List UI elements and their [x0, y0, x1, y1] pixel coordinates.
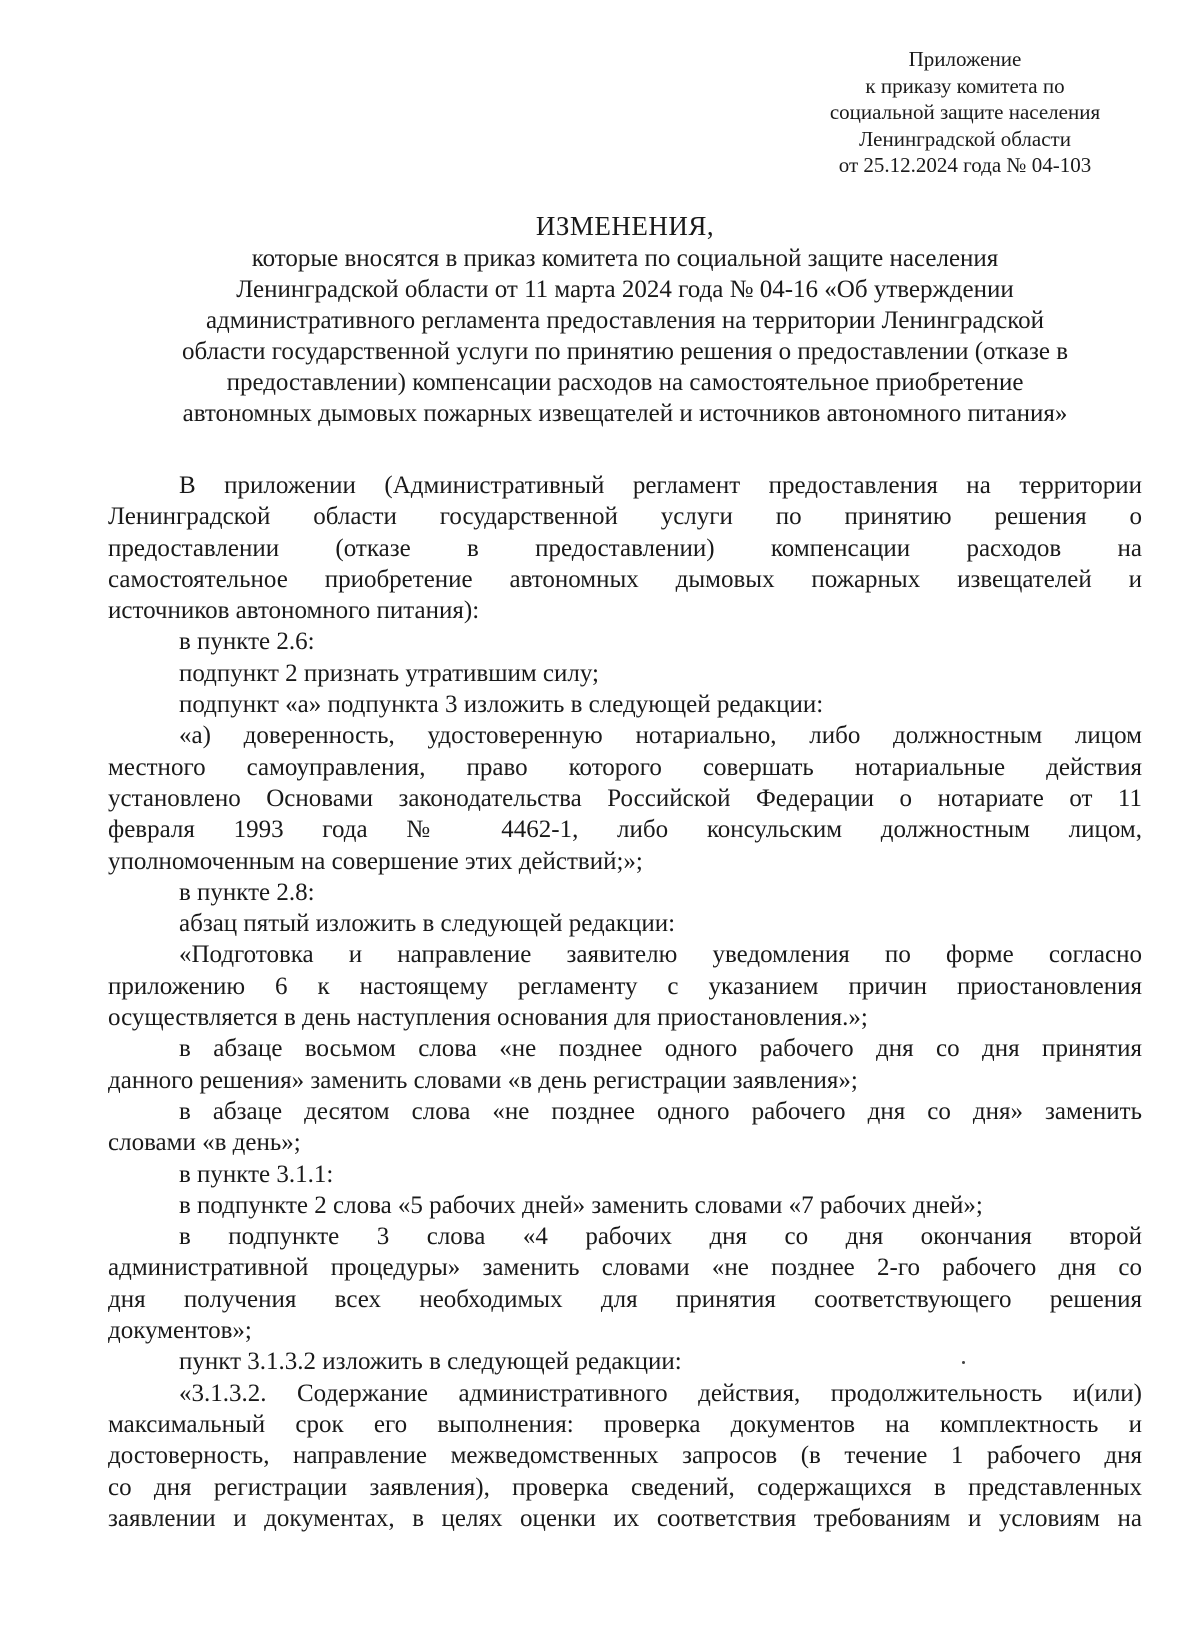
appendix-line: к приказу комитета по [865, 73, 1065, 98]
body-line: в абзаце десятом слова «не позднее одного рабочего дня со дня» заменить [179, 1097, 1142, 1125]
title-line: которые вносятся в приказ комитета по социальной защите населения [251, 245, 999, 272]
body-line: самостоятельное приобретение автономных дымовых пожарных извещателей и [108, 565, 1142, 593]
body-line: в подпункте 2 слова «5 рабочих дней» заменить словами «7 рабочих дней»; [179, 1191, 983, 1219]
body-line: «а) доверенность, удостоверенную нотариально, либо должностным лицом [179, 722, 1142, 750]
body-line: уполномоченным на совершение этих действий;»; [108, 847, 643, 875]
body-line: заявлении и документах, в целях оценки их соответствия требованиям и условиям на [108, 1504, 1142, 1532]
body-line: со дня регистрации заявления), проверка сведений, содержащихся в представленных [108, 1473, 1142, 1501]
body-line: установлено Основами законодательства Российской Федерации о нотариате от 11 [108, 784, 1142, 812]
body-paragraph [108, 689, 1142, 720]
body-line: В приложении (Административный регламент предоставления на территории [179, 472, 1142, 499]
body-line: абзац пятый изложить в следующей редакции: [179, 910, 676, 938]
body-line: словами «в день»; [108, 1129, 301, 1157]
appendix-line: Ленинградской области [859, 126, 1071, 151]
body-line: достоверность, направление межведомственных запросов (в течение 1 рабочего дня [108, 1442, 1142, 1470]
body-line: предоставлении (отказе в предоставлении) компенсации расходов на [108, 534, 1142, 562]
body-line: подпункт 2 признать утратившим силу; [179, 659, 599, 687]
title-line: предоставлении) компенсации расходов на самостоятельное приобретение [226, 369, 1024, 396]
title-line: области государственной услуги по принятию решения о предоставлении (отказе в [181, 338, 1069, 365]
title-line: автономных дымовых пожарных извещателей и источников автономного питания» [182, 400, 1068, 427]
body-line: в пункте 3.1.1: [179, 1160, 334, 1188]
body-line: документов»; [108, 1317, 252, 1345]
body-paragraph [108, 1221, 1142, 1346]
appendix-line: Приложение [908, 47, 1022, 71]
body-line: максимальный срок его выполнения: проверка документов на комплектность и [108, 1410, 1142, 1438]
body-paragraph [108, 720, 1142, 876]
body-paragraph [108, 939, 1142, 1033]
body-paragraph [108, 1378, 1142, 1534]
body-paragraph [108, 1190, 1142, 1221]
body-paragraph [108, 470, 1142, 626]
appendix-line: социальной защите населения [829, 100, 1101, 125]
document-body [108, 470, 1142, 1534]
body-line: дня получения всех необходимых для принятия соответствующего решения [108, 1285, 1142, 1313]
body-line: осуществляется в день наступления основания для приостановления.»; [108, 1004, 868, 1032]
scan-speck [962, 1361, 965, 1364]
body-line: в пункте 2.6: [179, 628, 315, 656]
document-title [100, 209, 1150, 429]
body-line: административной процедуры» заменить словами «не позднее 2-го рабочего дня со [108, 1254, 1142, 1282]
body-paragraph [108, 1159, 1142, 1190]
body-paragraph [108, 877, 1142, 908]
body-line: «3.1.3.2. Содержание административного действия, продолжительность и(или) [179, 1379, 1142, 1407]
body-paragraph [108, 1033, 1142, 1096]
body-paragraph [108, 1096, 1142, 1159]
body-line: местного самоуправления, право которого совершать нотариальные действия [108, 753, 1142, 781]
body-paragraph [108, 626, 1142, 657]
body-paragraph [108, 908, 1142, 939]
body-paragraph [108, 1346, 1142, 1377]
body-paragraph [108, 658, 1142, 689]
body-line: источников автономного питания): [108, 597, 480, 625]
body-line: февраля 1993 года № 4462-1, либо консульским должностным лицом, [108, 816, 1142, 844]
title-line: административного регламента предоставления на территории Ленинградской [205, 307, 1045, 334]
title-line: Ленинградской области от 11 марта 2024 года № 04-16 «Об утверждении [236, 276, 1014, 303]
body-line: в подпункте 3 слова «4 рабочих дня со дня окончания второй [179, 1223, 1142, 1251]
appendix-line: от 25.12.2024 года № 04-103 [838, 153, 1092, 178]
body-line: пункт 3.1.3.2 изложить в следующей редакции: [179, 1348, 682, 1376]
body-line: в пункте 2.8: [179, 878, 315, 906]
body-line: приложению 6 к настоящему регламенту с указанием причин приостановления [108, 972, 1142, 1000]
body-line: данного решения» заменить словами «в день регистрации заявления»; [108, 1066, 858, 1094]
body-line: «Подготовка и направление заявителю уведомления по форме согласно [179, 941, 1142, 969]
body-line: в абзаце восьмом слова «не позднее одного рабочего дня со дня принятия [179, 1035, 1142, 1063]
body-line: подпункт «а» подпункта 3 изложить в следующей редакции: [179, 691, 824, 719]
body-line: Ленинградской области государственной услуги по принятию решения о [108, 503, 1142, 531]
title-heading: ИЗМЕНЕНИЯ, [535, 211, 715, 241]
appendix-header [760, 46, 1170, 179]
